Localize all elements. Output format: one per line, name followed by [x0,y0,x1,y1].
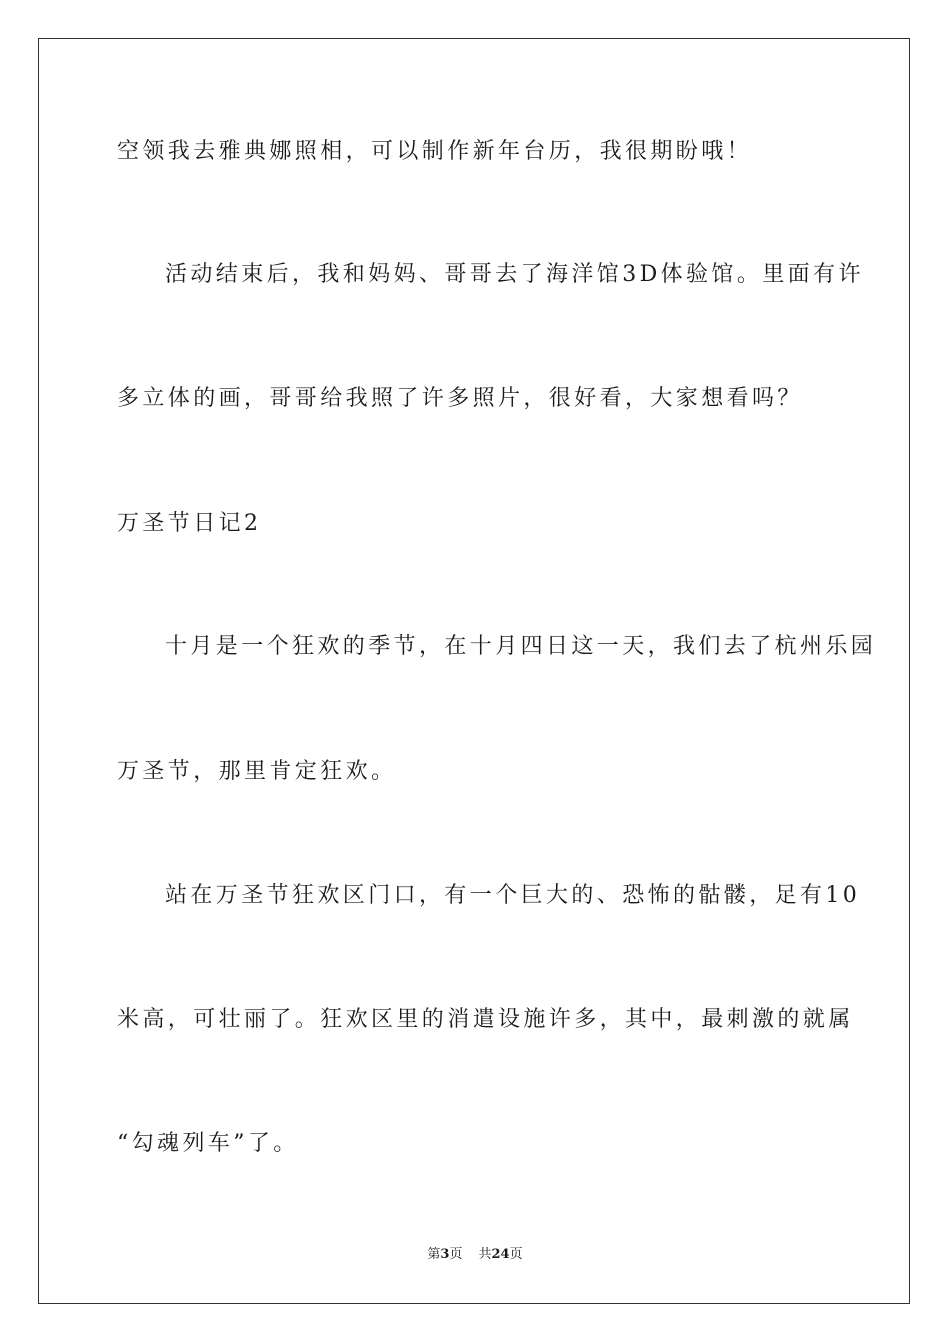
total-prefix: 共 [478,1247,492,1262]
total-suffix: 页 [509,1247,523,1262]
text-line-6: 万圣节，那里肯定狂欢。 [117,759,397,784]
paragraph-line-2: 活动结束后，我和妈妈、哥哥去了海洋馆3D体验馆。里面有许 [165,262,864,287]
paragraph-line-5: 十月是一个狂欢的季节，在十月四日这一天，我们去了杭州乐园 [165,634,877,659]
page-suffix: 页 [449,1247,463,1262]
section-heading: 万圣节日记2 [117,511,262,536]
text-line-8: 米高，可壮丽了。狂欢区里的消遣设施许多，其中，最刺激的就属 [117,1007,854,1032]
page-footer [0,1245,950,1265]
page-prefix: 第 [427,1247,441,1262]
page-border [38,38,910,1304]
page-number: 3 [440,1247,450,1262]
text-line-9: “勾魂列车”了。 [117,1131,299,1156]
text-line-1: 空领我去雅典娜照相，可以制作新年台历，我很期盼哦！ [117,139,753,164]
paragraph-line-7: 站在万圣节狂欢区门口，有一个巨大的、恐怖的骷髅，足有10 [165,883,861,908]
text-line-3: 多立体的画，哥哥给我照了许多照片，很好看，大家想看吗？ [117,386,803,411]
total-pages: 24 [491,1247,510,1262]
